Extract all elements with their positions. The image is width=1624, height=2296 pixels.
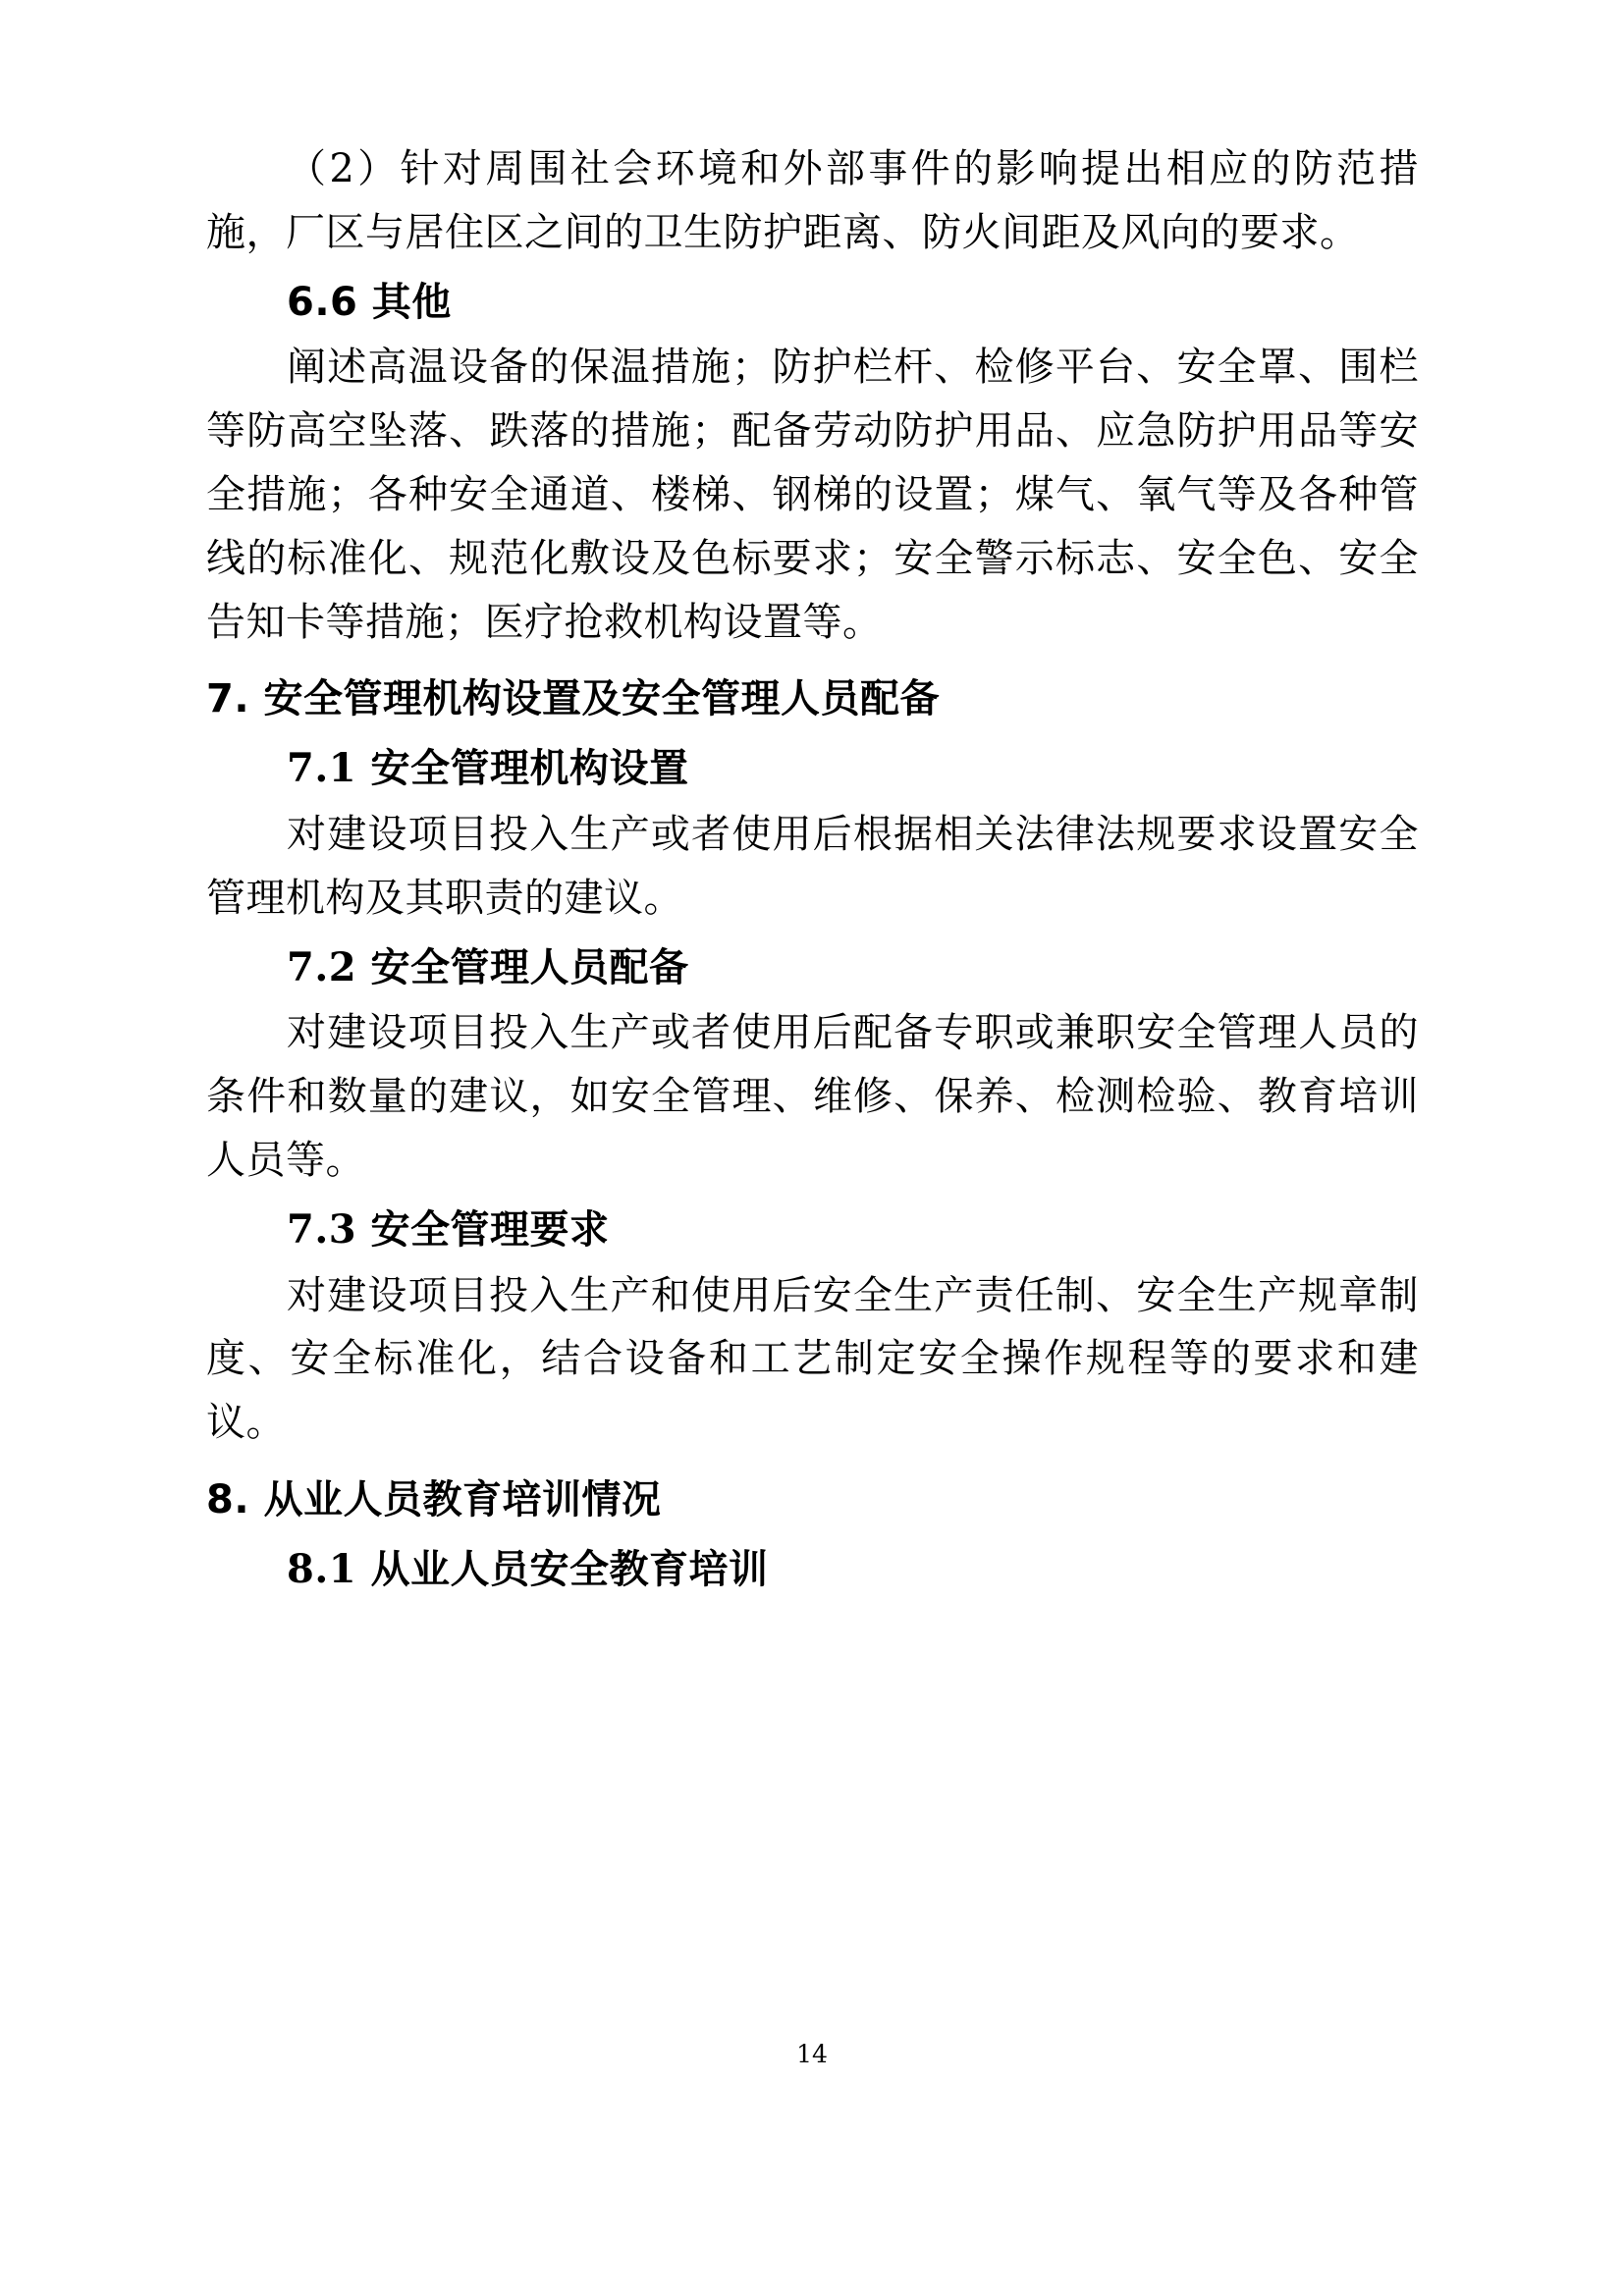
heading-6-6: 6.6 其他 bbox=[287, 279, 452, 325]
paragraph-6-5-2: （2）针对周围社会环境和外部事件的影响提出相应的防范措施，厂区与居住区之间的卫生防护距离、防火间距及风向的要求。 bbox=[206, 146, 1419, 255]
document-body bbox=[206, 137, 1419, 1602]
heading-7: 7. 安全管理机构设置及安全管理人员配备 bbox=[206, 676, 940, 722]
heading-7-3: 7.3 安全管理要求 bbox=[287, 1205, 610, 1253]
heading-8-1: 8.1 从业人员安全教育培训 bbox=[287, 1545, 769, 1592]
paragraph-7-1: 对建设项目投入生产或者使用后根据相关法律法规要求设置安全管理机构及其职责的建议。 bbox=[206, 811, 1419, 921]
heading-7-1: 7.1 安全管理机构设置 bbox=[287, 745, 689, 792]
heading-8: 8. 从业人员教育培训情况 bbox=[206, 1476, 662, 1522]
paragraph-7-3: 对建设项目投入生产和使用后安全生产责任制、安全生产规章制度、安全标准化，结合设备和工艺制定安全操作规程等的要求和建议。 bbox=[206, 1272, 1419, 1446]
paragraph-6-6: 阐述高温设备的保温措施；防护栏杆、检修平台、安全罩、围栏等防高空坠落、跌落的措施；配备劳动防护用品、应急防护用品等安全措施；各种安全通道、楼梯、钢梯的设置；煤气、氧气等及各种管线的标准化、规范化敷设及色标要求；安全警示标志、安全色、安全告知卡等措施；医疗抢救机构设置等。 bbox=[206, 345, 1419, 645]
page-number: 14 bbox=[796, 2040, 828, 2068]
paragraph-7-2: 对建设项目投入生产或者使用后配备专职或兼职安全管理人员的条件和数量的建议，如安全管理、维修、保养、检测检验、教育培训人员等。 bbox=[206, 1010, 1419, 1183]
heading-7-2: 7.2 安全管理人员配备 bbox=[287, 943, 689, 990]
